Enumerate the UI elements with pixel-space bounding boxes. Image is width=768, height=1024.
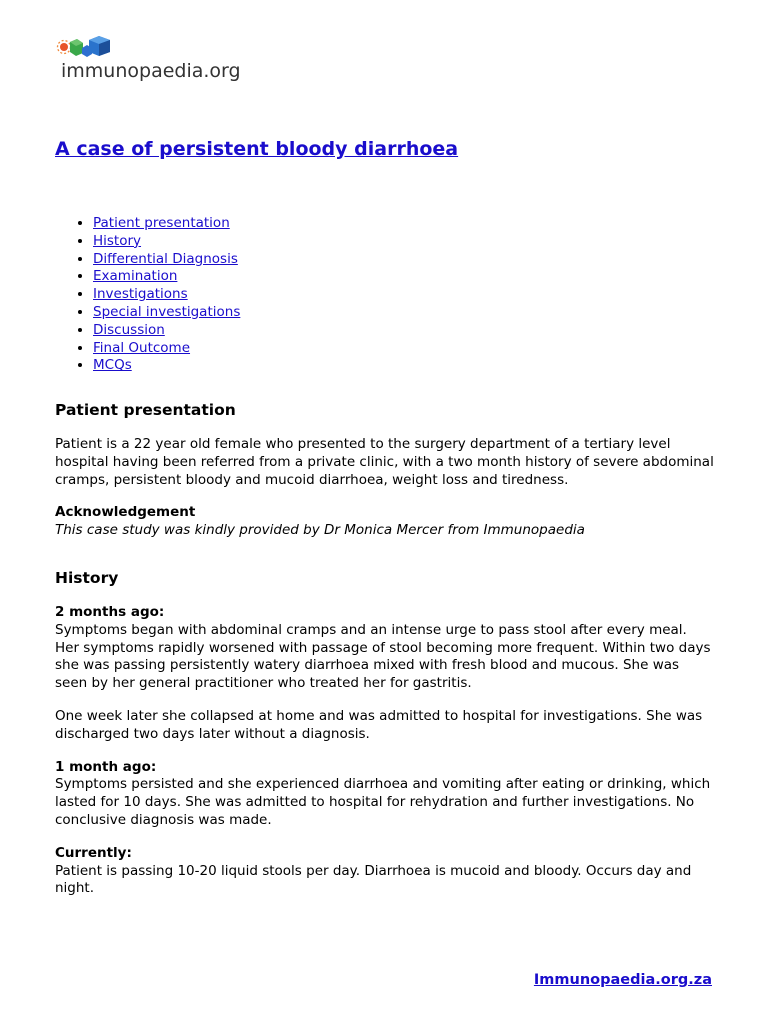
history-paragraph: Symptoms persisted and she experienced diarrhoea and vomiting after eating or drinking, which lasted for 10 days. She was admitted to hospital for rehydration and further investigations. No conclusive diagnosis was made.: [55, 776, 711, 828]
toc-item: [93, 215, 240, 233]
toc-item: [93, 340, 240, 358]
site-logo[interactable]: [55, 34, 255, 86]
toc-link-final-outcome[interactable]: Final Outcome: [93, 339, 191, 356]
toc-item: [93, 233, 240, 251]
main-content: [55, 400, 715, 898]
presentation-paragraph: Patient is a 22 year old female who presented to the surgery department of a tertiary level hospital having been referred from a private clinic, with a two month history of severe abdominal cramps, persistent bloody and mucoid diarrhoea, weight loss and tiredness.: [55, 436, 714, 488]
history-paragraph: Patient is passing 10-20 liquid stools per day. Diarrhoea is mucoid and bloody. Occurs day and night.: [55, 862, 692, 897]
toc-link-special-investigations[interactable]: Special investigations: [93, 303, 241, 320]
toc-item: [93, 286, 240, 304]
table-of-contents: [74, 215, 240, 375]
history-label-2-months: 2 months ago:: [55, 603, 165, 620]
section-heading-patient-presentation: Patient presentation: [55, 401, 236, 419]
toc-link-patient-presentation[interactable]: Patient presentation: [93, 215, 230, 231]
page-title[interactable]: A case of persistent bloody diarrhoea: [55, 138, 459, 160]
toc-link-differential-diagnosis[interactable]: Differential Diagnosis: [93, 250, 238, 267]
logo-text: immunopaedia.org: [61, 60, 241, 82]
section-heading-history: History: [55, 568, 119, 587]
toc-item: [93, 322, 240, 340]
acknowledgement-text: This case study was kindly provided by Dr Monica Mercer from Immunopaedia: [55, 522, 585, 539]
toc-link-discussion[interactable]: Discussion: [93, 321, 165, 338]
toc-link-mcqs[interactable]: MCQs: [93, 357, 132, 374]
toc-link-history[interactable]: History: [93, 232, 142, 249]
toc-item: [93, 304, 240, 322]
toc-item: [93, 251, 240, 269]
toc-item: [93, 357, 240, 375]
acknowledgement-label: Acknowledgement: [55, 504, 196, 521]
footer-site-link[interactable]: Immunopaedia.org.za: [533, 972, 712, 988]
history-label-currently: Currently:: [55, 844, 132, 861]
toc-link-examination[interactable]: Examination: [93, 268, 178, 285]
history-paragraph: Symptoms began with abdominal cramps and an intense urge to pass stool after every meal. Her symptoms rapidly worsened with passage of stool becoming more frequent. Within two days she was passing persistently watery diarrhoea mixed with fresh blood and mucous. She was seen by her general practitioner who treated her for gastritis.: [55, 621, 711, 692]
history-paragraph: One week later she collapsed at home and was admitted to hospital for investigations. She was discharged two days later without a diagnosis.: [55, 707, 703, 742]
toc-item: [93, 268, 240, 286]
history-label-1-month: 1 month ago:: [55, 758, 157, 775]
toc-link-investigations[interactable]: Investigations: [93, 286, 188, 303]
